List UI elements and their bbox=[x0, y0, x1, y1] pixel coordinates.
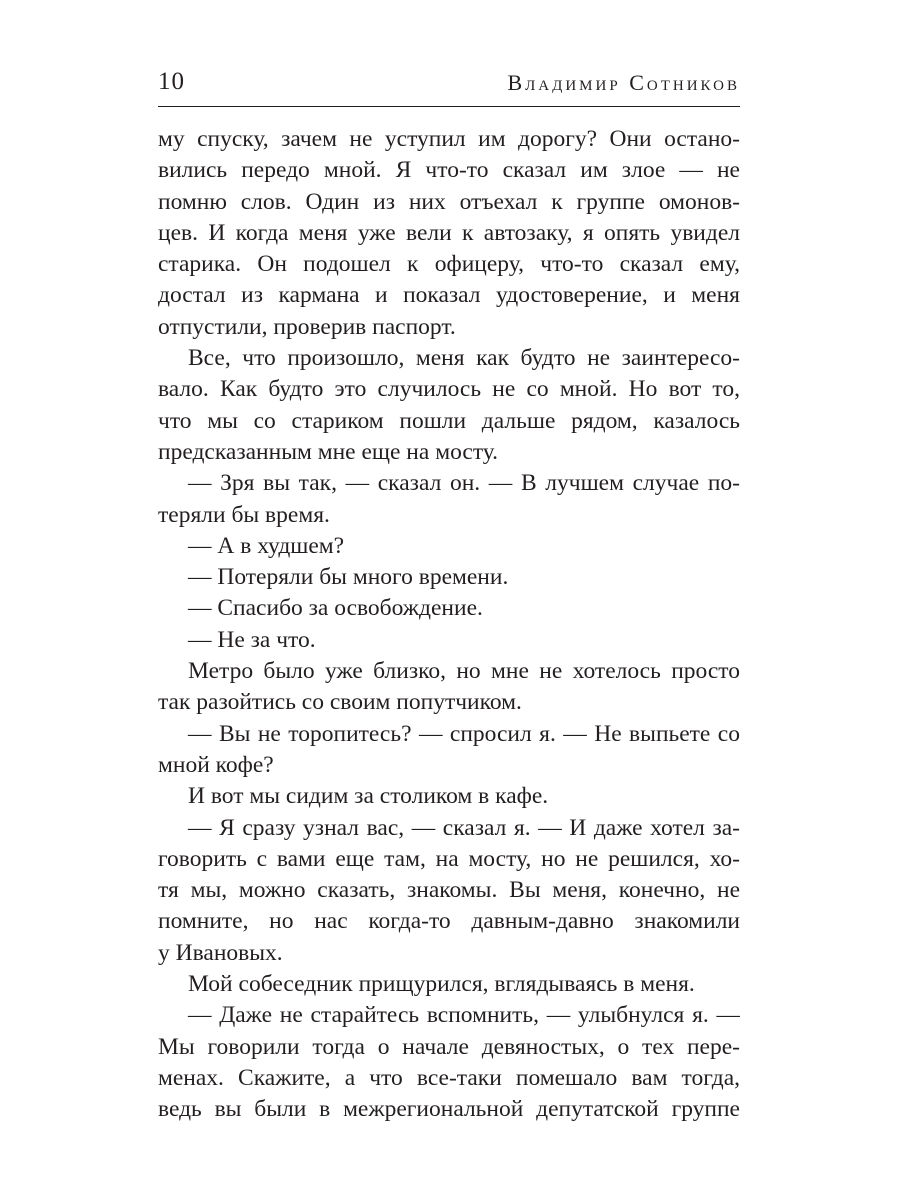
text-line: старика. Он подошел к офицеру, что-то сказал ему, bbox=[158, 251, 740, 278]
text-line: — Я сразу узнал вас, — сказал я. — И даже хотел за- bbox=[188, 814, 740, 841]
text-line: менах. Скажите, а что все-таки помешало вам тогда, bbox=[158, 1064, 740, 1091]
text-line: вились передо мной. Я что-то сказал им злое — не bbox=[158, 157, 740, 184]
text-line: мной кофе? bbox=[158, 751, 274, 778]
text-line: Метро было уже близко, но мне не хотелось просто bbox=[188, 658, 740, 685]
text-line: Мы говорили тогда о начале девяностых, о тех пере- bbox=[158, 1033, 740, 1060]
text-line: у Ивановых. bbox=[158, 939, 283, 966]
text-line: помните, но нас когда-то давным-давно знакомили bbox=[158, 908, 740, 935]
text-line: теряли бы время. bbox=[158, 501, 330, 528]
body-text bbox=[158, 124, 740, 1126]
text-line: достал из кармана и показал удостоверение, и меня bbox=[158, 282, 740, 309]
text-line: Мой собеседник прищурился, вглядываясь в меня. bbox=[188, 971, 695, 998]
text-line: — Зря вы так, — сказал он. — В лучшем случае по- bbox=[188, 470, 740, 497]
text-line: — Вы не торопитесь? — спросил я. — Не выпьете со bbox=[188, 720, 740, 747]
text-line: отпустили, проверив паспорт. bbox=[158, 313, 456, 340]
text-line: ведь вы были в межрегиональной депутатской группе bbox=[158, 1096, 740, 1123]
text-line: — Даже не старайтесь вспомнить, — улыбнулся я. — bbox=[188, 1002, 740, 1029]
text-line: — А в худшем? bbox=[188, 532, 345, 559]
text-line: И вот мы сидим за столиком в кафе. bbox=[188, 783, 549, 810]
text-line: предсказанным мне еще на мосту. bbox=[158, 438, 499, 465]
author-name: Владимир Сотников bbox=[507, 70, 740, 95]
header-rule bbox=[158, 106, 740, 107]
text-line: — Не за что. bbox=[188, 626, 316, 653]
text-line: так разойтись со своим попутчиком. bbox=[158, 689, 522, 716]
text-line: говорить с вами еще там, на мосту, но не решился, хо- bbox=[158, 845, 740, 872]
text-line: тя мы, можно сказать, знакомы. Вы меня, конечно, не bbox=[158, 877, 740, 904]
text-line: цев. И когда меня уже вели к автозаку, я опять увидел bbox=[158, 219, 740, 246]
text-line: — Потеряли бы много времени. bbox=[188, 564, 509, 591]
text-line: вало. Как будто это случилось не со мной. Но вот то, bbox=[158, 376, 740, 403]
running-head bbox=[158, 62, 740, 102]
text-line: му спуску, зачем не уступил им дорогу? Они остано- bbox=[158, 126, 740, 152]
page-number: 10 bbox=[158, 68, 185, 95]
text-line: — Спасибо за освобождение. bbox=[188, 595, 483, 622]
text-line: помню слов. Один из них отъехал к группе омонов- bbox=[158, 188, 740, 215]
text-line: Все, что произошло, меня как будто не заинтересо- bbox=[188, 345, 740, 372]
text-line: что мы со стариком пошли дальше рядом, казалось bbox=[158, 407, 740, 434]
